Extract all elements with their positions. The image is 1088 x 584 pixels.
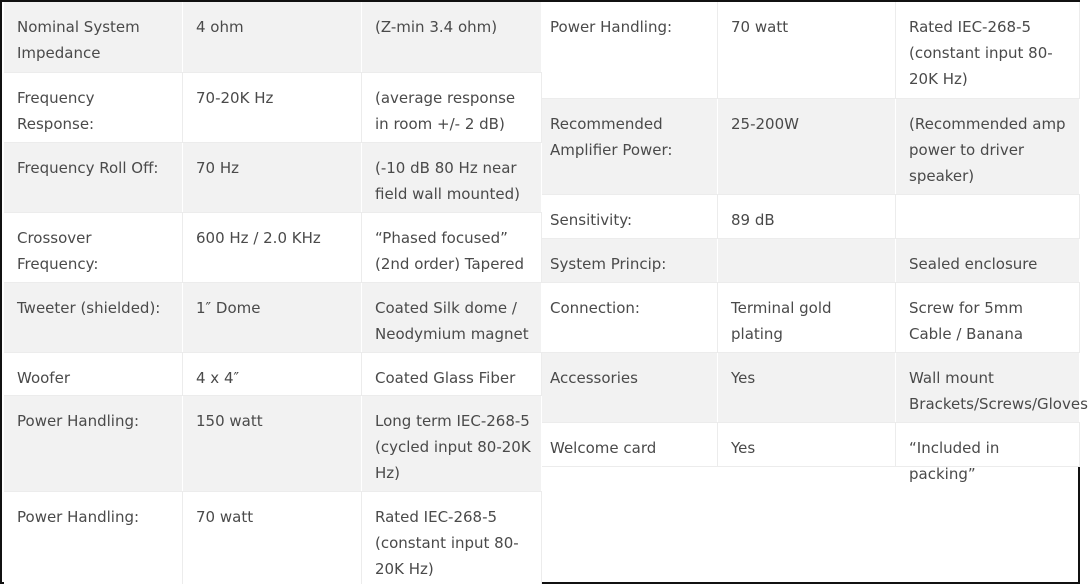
spec-label: Accessories	[542, 353, 718, 422]
right-spec-table	[542, 2, 1088, 483]
left-spec-table	[4, 2, 542, 584]
table-row	[4, 283, 542, 353]
spec-label: Connection:	[542, 283, 718, 352]
table-row	[4, 73, 542, 143]
spec-value: Terminal gold plating	[718, 283, 896, 352]
spec-note: Screw for 5mm Cable / Banana	[896, 283, 1080, 352]
table-row	[4, 213, 542, 283]
spec-label: Recommended Amplifier Power:	[542, 99, 718, 194]
spec-note: Coated Silk dome / Neodymium magnet	[362, 283, 542, 352]
spec-note: (average response in room +/- 2 dB)	[362, 73, 542, 142]
spec-label: Crossover Frequency:	[4, 213, 183, 282]
spec-value: 70 watt	[718, 2, 896, 98]
table-row	[542, 2, 1080, 99]
spec-value: 150 watt	[183, 396, 362, 491]
spec-label: Frequency Roll Off:	[4, 143, 183, 212]
table-row	[4, 143, 542, 213]
spec-value: 70 watt	[183, 492, 362, 584]
spec-note: Coated Glass Fiber	[362, 353, 542, 395]
spec-label: Frequency Response:	[4, 73, 183, 142]
spec-note	[896, 195, 1080, 238]
table-row	[4, 396, 542, 492]
spec-label: Woofer	[4, 353, 183, 395]
spec-label: Power Handling:	[542, 2, 718, 98]
spec-label: Power Handling:	[4, 396, 183, 491]
spec-note: Sealed enclosure	[896, 239, 1080, 282]
table-row	[542, 195, 1080, 239]
spec-label: Power Handling:	[4, 492, 183, 584]
spec-note: Long term IEC-268-5 (cycled input 80-20K Hz)	[362, 396, 542, 491]
spec-label: Sensitivity:	[542, 195, 718, 238]
spec-note: Rated IEC-268-5 (constant input 80-20K Hz)	[896, 2, 1080, 98]
spec-note: Rated IEC-268-5 (constant input 80-20K Hz)	[362, 492, 542, 584]
spec-note: “Phased focused” (2nd order) Tapered	[362, 213, 542, 282]
spec-note: “Included in packing”	[896, 423, 1080, 466]
table-row	[542, 239, 1080, 283]
table-row	[4, 2, 542, 73]
spec-value: 89 dB	[718, 195, 896, 238]
table-row	[542, 283, 1080, 353]
spec-note: Wall mount Brackets/Screws/Gloves	[896, 353, 1080, 422]
spec-label: Nominal System Impedance	[4, 2, 183, 72]
table-row	[542, 99, 1080, 195]
spec-value: 70 Hz	[183, 143, 362, 212]
spec-value: 4 ohm	[183, 2, 362, 72]
table-row	[542, 353, 1088, 423]
spec-value: Yes	[718, 353, 896, 422]
table-row	[4, 492, 542, 584]
spec-value: 70-20K Hz	[183, 73, 362, 142]
spec-note: (Z-min 3.4 ohm)	[362, 2, 542, 72]
spec-label: Tweeter (shielded):	[4, 283, 183, 352]
spec-note: (Recommended amp power to driver speaker)	[896, 99, 1080, 194]
spec-note: (-10 dB 80 Hz near field wall mounted)	[362, 143, 542, 212]
spec-value: Yes	[718, 423, 896, 466]
spec-value: 4 x 4″	[183, 353, 362, 395]
spec-value: 25-200W	[718, 99, 896, 194]
spec-value: 600 Hz / 2.0 KHz	[183, 213, 362, 282]
table-row	[4, 353, 542, 396]
spec-value	[718, 239, 896, 282]
spec-value: 1″ Dome	[183, 283, 362, 352]
table-row	[542, 423, 1080, 483]
spec-label: System Princip:	[542, 239, 718, 282]
spec-label: Welcome card	[542, 423, 718, 466]
